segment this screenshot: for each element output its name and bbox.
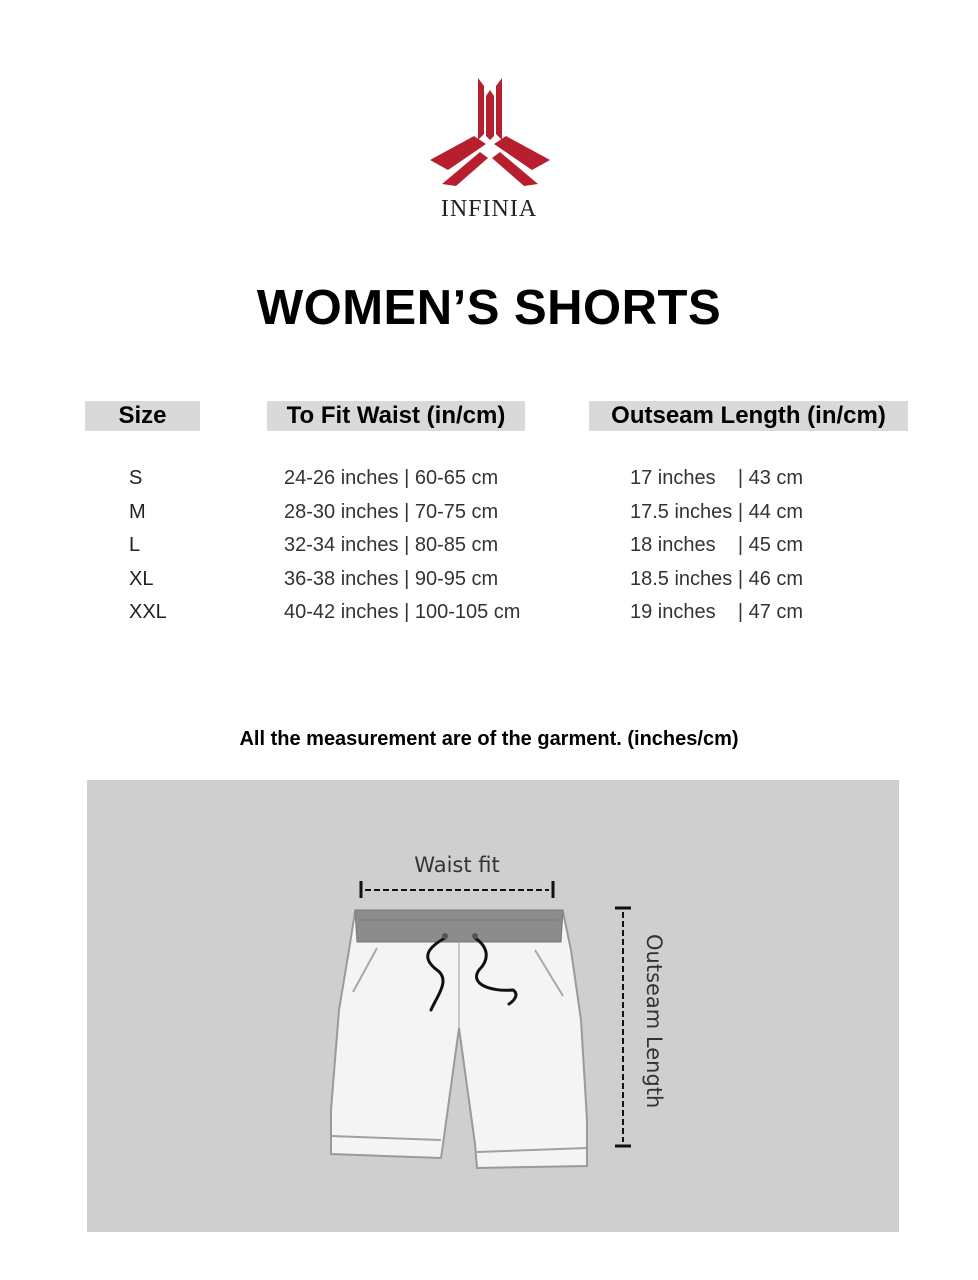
waist-cell: 28-30 inches | 70-75 cm [284,500,499,523]
size-cell: M [129,500,146,523]
size-cell: XL [129,567,154,590]
size-column [129,462,167,630]
outseam-cell: 17 inches | 43 cm [630,467,804,489]
waist-column [284,462,520,630]
outseam-cell: 17.5 inches | 44 cm [630,500,804,523]
infinia-logo-icon [430,78,550,188]
size-cell: S [129,467,143,489]
waist-cell: 40-42 inches | 100-105 cm [284,601,521,623]
waist-cell: 24-26 inches | 60-65 cm [284,467,499,489]
page-title: WOMEN’S SHORTS [256,281,722,335]
outseam-length-label: Outseam Length [642,934,666,1109]
waist-cell: 32-34 inches | 80-85 cm [284,534,499,556]
header-waist: To Fit Waist (in/cm) [267,401,525,431]
outseam-cell: 18 inches | 45 cm [630,534,804,556]
outseam-cell: 19 inches | 47 cm [630,601,804,623]
waist-cell: 36-38 inches | 90-95 cm [284,567,499,590]
shorts-measurement-icon [87,780,899,1232]
header-outseam: Outseam Length (in/cm) [589,401,908,431]
size-cell: XXL [129,601,167,623]
measurement-diagram [87,780,899,1232]
outseam-column [630,462,803,630]
header-size: Size [85,401,200,431]
brand-name: INFINIA [440,196,538,222]
waist-fit-label: Waist fit [414,853,500,877]
measurement-note: All the measurement are of the garment. (inches/cm) [239,728,739,750]
size-cell: L [129,534,141,556]
outseam-cell: 18.5 inches | 46 cm [630,567,804,590]
